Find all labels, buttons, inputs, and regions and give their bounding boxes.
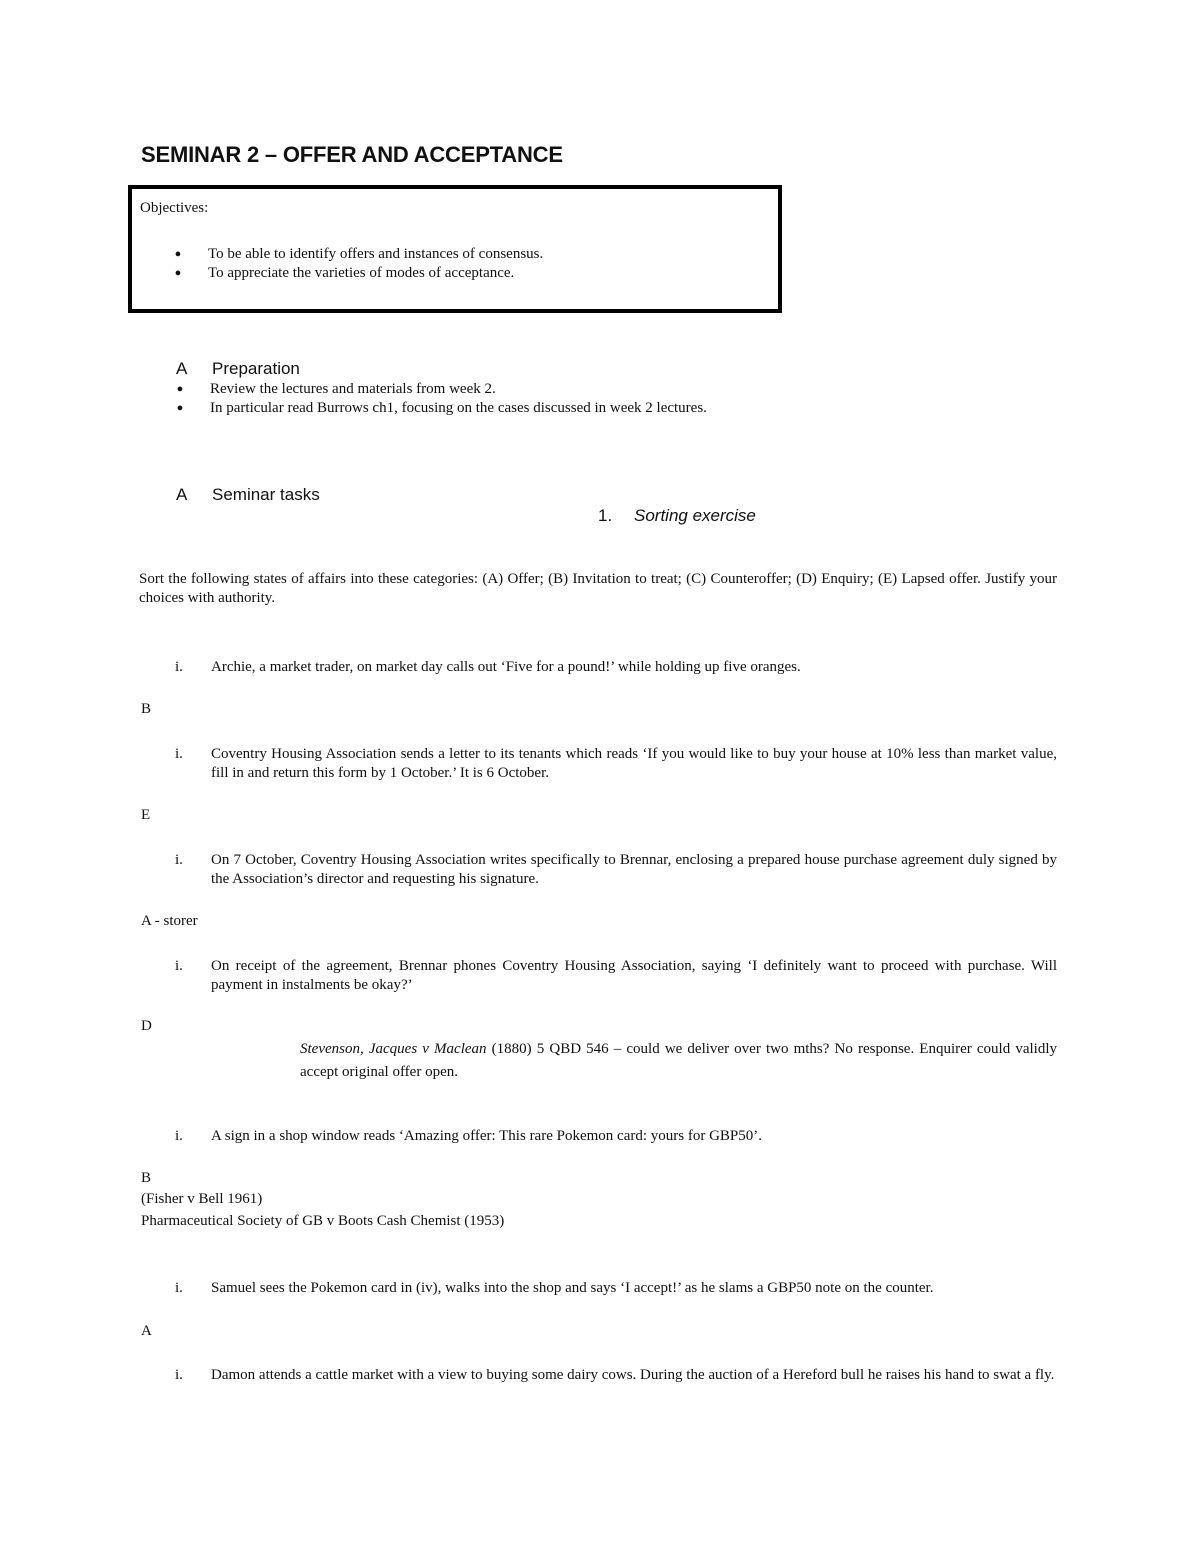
answer-text: E bbox=[141, 807, 151, 823]
case-citation: (Fisher v Bell 1961) bbox=[141, 1191, 263, 1207]
item-number: i. bbox=[175, 958, 183, 974]
bullet-icon: ● bbox=[176, 402, 184, 414]
item-number: i. bbox=[175, 1367, 183, 1383]
seminar-tasks-heading bbox=[176, 485, 476, 507]
objectives-list bbox=[173, 245, 543, 283]
objectives-label: Objectives: bbox=[140, 200, 209, 216]
item-text: Coventry Housing Association sends a letter to its tenants which reads ‘If you would like to buy your house at 10% less than market value, fill in and return this form by 1 October.’ It is 6 October. bbox=[211, 746, 1057, 781]
list-item: ● To be able to identify offers and instances of consensus. bbox=[174, 246, 544, 262]
bullet-icon: ● bbox=[174, 248, 182, 260]
answer-text: A bbox=[141, 1323, 152, 1339]
case-citation: Pharmaceutical Society of GB v Boots Cash Chemist (1953) bbox=[141, 1213, 505, 1229]
item-number: i. bbox=[175, 1128, 183, 1144]
preparation-list bbox=[175, 380, 707, 418]
answer-text: B bbox=[141, 1170, 152, 1186]
exercise-number: 1. bbox=[598, 506, 613, 525]
exercise-title: Sorting exercise bbox=[634, 506, 756, 525]
case-name: Stevenson, Jacques v Maclean bbox=[300, 1041, 487, 1057]
item-number: i. bbox=[175, 1280, 183, 1296]
answer-text: B bbox=[141, 701, 152, 717]
item-text: On receipt of the agreement, Brennar phones Coventry Housing Association, saying ‘I definitely want to proceed with purchase. Will payment in instalments be okay?’ bbox=[211, 958, 1057, 993]
item-text: On 7 October, Coventry Housing Association writes specifically to Brennar, enclosing a prepared house purchase agreement duly signed by the Association’s director and requesting his signature. bbox=[211, 852, 1057, 887]
section-title: Seminar tasks bbox=[212, 485, 320, 504]
item-text: A sign in a shop window reads ‘Amazing offer: This rare Pokemon card: yours for GBP50’. bbox=[211, 1128, 763, 1144]
case-note bbox=[300, 1038, 1057, 1084]
list-item: ● Review the lectures and materials from week 2. bbox=[176, 381, 496, 397]
answer-text: A - storer bbox=[141, 913, 198, 929]
item-text: Samuel sees the Pokemon card in (iv), walks into the shop and says ‘I accept!’ as he slams a GBP50 note on the counter. bbox=[211, 1280, 934, 1296]
case-note-text: (1880) 5 QBD 546 – could we deliver over two mths? No response. Enquirer could validly accept original offer open. bbox=[300, 1041, 1057, 1080]
bullet-icon: ● bbox=[176, 383, 184, 395]
page-title: SEMINAR 2 – OFFER AND ACCEPTANCE bbox=[141, 142, 563, 167]
exercise-heading bbox=[598, 506, 756, 526]
item-text: Archie, a market trader, on market day calls out ‘Five for a pound!’ while holding up five oranges. bbox=[211, 659, 801, 675]
item-number: i. bbox=[175, 746, 183, 762]
section-letter: A bbox=[176, 359, 188, 378]
item-text: Damon attends a cattle market with a view to buying some dairy cows. During the auction of a Hereford bull he raises his hand to swat a fly. bbox=[211, 1367, 1055, 1383]
bullet-icon: ● bbox=[174, 267, 182, 279]
section-letter: A bbox=[176, 485, 188, 504]
list-item: ● To appreciate the varieties of modes of acceptance. bbox=[174, 265, 515, 281]
objectives-box bbox=[128, 185, 782, 313]
list-item: ● In particular read Burrows ch1, focusing on the cases discussed in week 2 lectures. bbox=[176, 400, 707, 416]
preparation-heading bbox=[176, 359, 476, 381]
answer-text: D bbox=[141, 1018, 152, 1034]
instructions-paragraph: Sort the following states of affairs into these categories: (A) Offer; (B) Invitation to treat; (C) Counteroffer; (D) Enquiry; (E) Lapsed offer. Justify your choices with authority. bbox=[139, 571, 1057, 606]
item-number: i. bbox=[175, 659, 183, 675]
item-number: i. bbox=[175, 852, 183, 868]
section-title: Preparation bbox=[212, 359, 300, 378]
